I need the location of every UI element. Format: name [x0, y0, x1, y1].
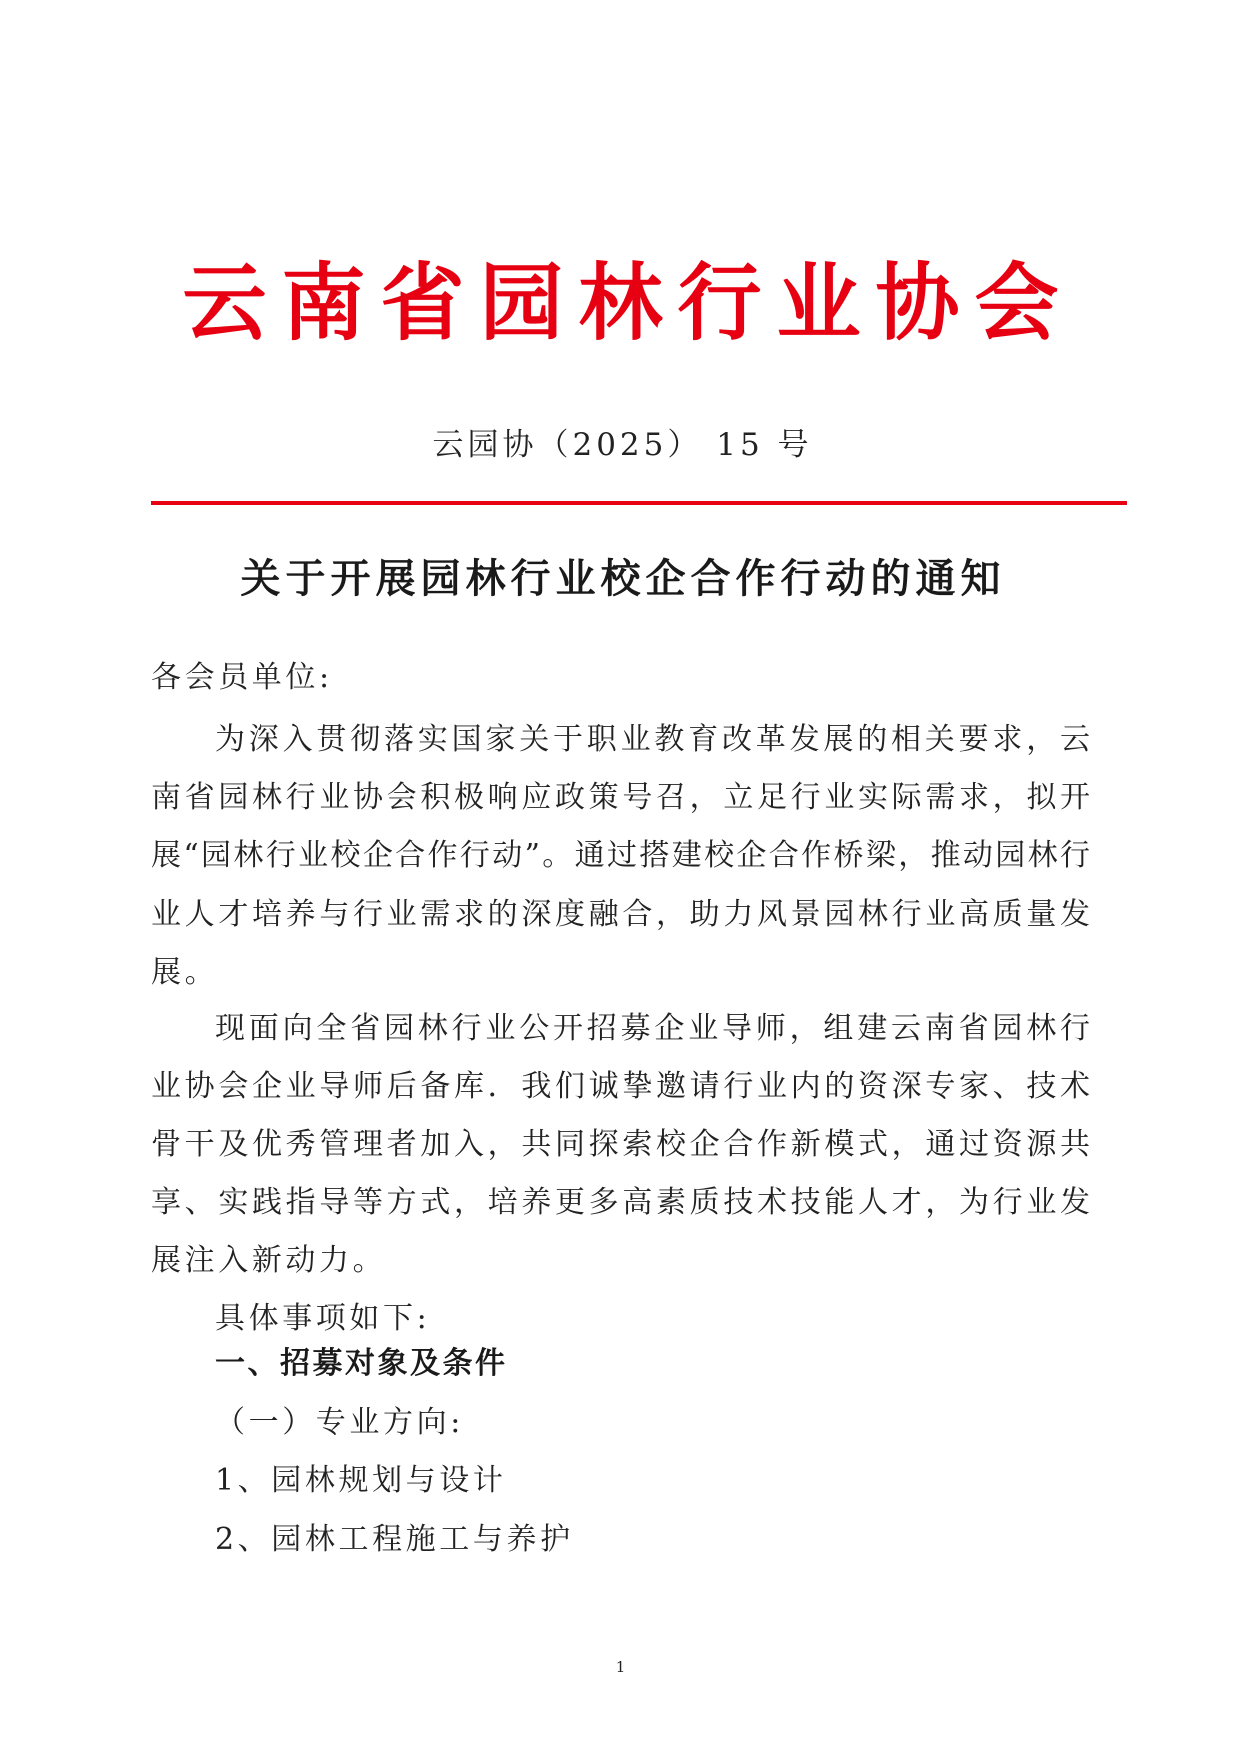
- paragraph-2-line: 现面向全省园林行业公开招募企业导师，组建云南省园林行: [215, 1011, 1090, 1046]
- paragraph-1-line: 为深入贯彻落实国家关于职业教育改革发展的相关要求，云: [215, 722, 1090, 757]
- salutation: 各会员单位:: [151, 660, 333, 695]
- page-number: 1: [615, 1658, 626, 1676]
- section-heading: 一、招募对象及条件: [215, 1346, 508, 1381]
- paragraph-1-line: 展。: [151, 955, 219, 990]
- document-number: 云园协（2025） 15 号: [432, 427, 813, 463]
- paragraph-2-line: 骨干及优秀管理者加入，共同探索校企合作新模式，通过资源共: [151, 1127, 1090, 1162]
- details-intro: 具体事项如下:: [215, 1301, 431, 1336]
- paragraph-2-line: 享、实践指导等方式，培养更多高素质技术技能人才，为行业发: [151, 1185, 1090, 1220]
- paragraph-2-line: 展注入新动力。: [151, 1243, 387, 1278]
- organization-header: 云南省园林行业协会: [182, 253, 1074, 352]
- list-item: 2、园林工程施工与养护: [215, 1522, 574, 1557]
- list-item: 1、园林规划与设计: [215, 1463, 507, 1498]
- paragraph-1-line: 业人才培养与行业需求的深度融合，助力风景园林行业高质量发: [151, 897, 1090, 932]
- paragraph-1-line: 展“园林行业校企合作行动”。通过搭建校企合作桥梁，推动园林行: [151, 838, 1090, 873]
- notice-title: 关于开展园林行业校企合作行动的通知: [240, 555, 1006, 602]
- subsection-heading: （一）专业方向:: [215, 1405, 464, 1440]
- paragraph-1-line: 南省园林行业协会积极响应政策号召，立足行业实际需求，拟开: [151, 780, 1090, 815]
- red-divider-line: [151, 501, 1127, 505]
- paragraph-2-line: 业协会企业导师后备库．我们诚挚邀请行业内的资深专家、技术: [151, 1069, 1090, 1104]
